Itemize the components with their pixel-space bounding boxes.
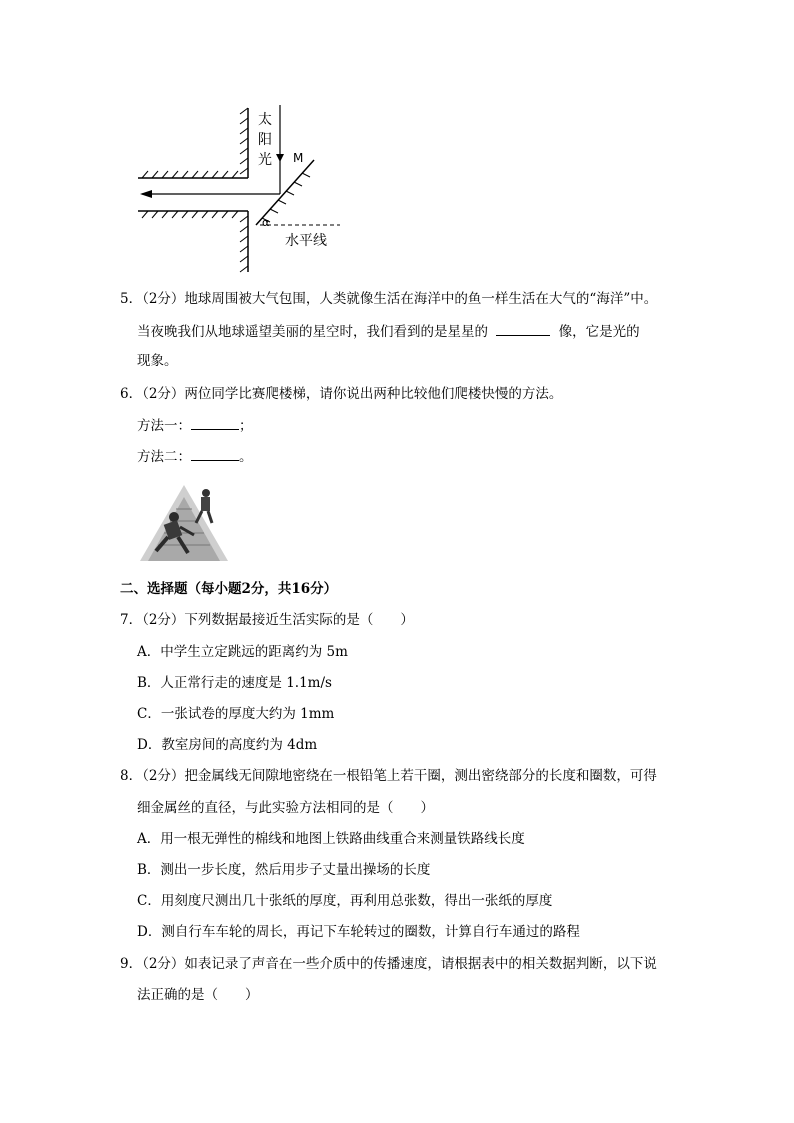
q6-method-1-label: 方法一： (137, 418, 191, 434)
q6-method-2-blank[interactable] (191, 446, 239, 461)
q8-option-c[interactable]: C．用刻度尺测出几十张纸的厚度，再利用总张数，得出一张纸的厚度 (137, 893, 553, 909)
sun-label-char-2: 阳 (258, 132, 272, 148)
angle-label: α (262, 216, 270, 229)
q7-option-b[interactable]: B．人正常行走的速度是 1.1m/s (137, 675, 332, 691)
mirror-label: M (293, 151, 304, 165)
q6-method-1-blank[interactable] (191, 415, 239, 430)
q6-method-2 (137, 446, 253, 467)
q9-stem-line-1: 9．（2分）如表记录了声音在一些介质中的传播速度，请根据表中的相关数据判断，以下说 (120, 956, 657, 972)
q6-method-2-end: 。 (239, 449, 253, 465)
q6-method-1 (137, 415, 253, 436)
q8-option-a[interactable]: A．用一根无弹性的棉线和地图上铁路曲线重合来测量铁路线长度 (137, 831, 525, 847)
reflected-ray-arrowhead (140, 190, 152, 198)
sun-label-char-1: 太 (258, 112, 272, 128)
q6-stem: 6．（2分）两位同学比赛爬楼梯，请你说出两种比较他们爬楼快慢的方法。 (120, 386, 563, 402)
stair-climbing-photo (138, 483, 230, 563)
q7-stem: 7．（2分）下列数据最接近生活实际的是（ ） (120, 612, 414, 628)
q9-stem-line-2: 法正确的是（ ） (137, 987, 259, 1003)
q7-option-a[interactable]: A．中学生立定跳远的距离约为 5m (137, 644, 348, 660)
q5-line-1: 5．（2分）地球周围被大气包围，人类就像生活在海洋中的鱼一样生活在大气的“海洋”中。 (120, 291, 658, 307)
light-reflection-diagram (130, 100, 360, 280)
q8-option-d[interactable]: D．测自行车车轮的周长，再记下车轮转过的圈数，计算自行车通过的路程 (137, 924, 580, 940)
q7-option-c[interactable]: C．一张试卷的厚度大约为 1mm (137, 706, 335, 722)
q6-method-1-end: ； (239, 418, 253, 434)
q5-line-2-end: 像，它是光的 (558, 324, 640, 340)
horizontal-line-label: 水平线 (285, 233, 327, 249)
q5-line-2 (137, 321, 640, 342)
q8-stem-line-1: 8．（2分）把金属线无间隙地密绕在一根铅笔上若干圈，测出密绕部分的长度和圈数，可得 (120, 768, 657, 784)
section-2-title: 二、选择题（每小题2分，共16分） (120, 581, 338, 597)
q8-stem-line-2: 细金属丝的直径，与此实验方法相同的是（ ） (137, 800, 434, 816)
incident-ray-arrowhead (276, 154, 284, 162)
q5-line-2-start: 当夜晚我们从地球遥望美丽的星空时，我们看到的是星星的 (137, 324, 488, 340)
q6-method-2-label: 方法二： (137, 449, 191, 465)
q5-line-3: 现象。 (137, 353, 178, 369)
q8-option-b[interactable]: B．测出一步长度，然后用步子丈量出操场的长度 (137, 862, 431, 878)
sun-label-char-3: 光 (258, 152, 272, 168)
q7-option-d[interactable]: D．教室房间的高度约为 4dm (137, 737, 318, 753)
q5-answer-blank[interactable] (496, 321, 550, 336)
